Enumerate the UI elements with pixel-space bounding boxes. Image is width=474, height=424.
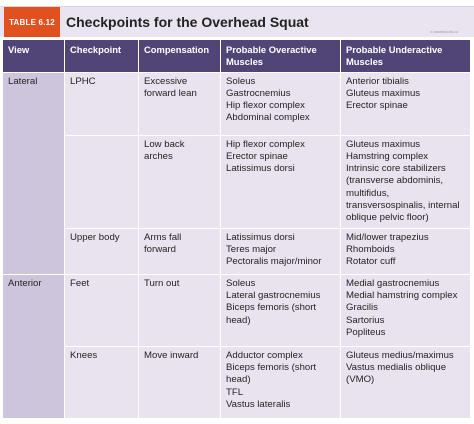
checkpoint-cell: Upper body bbox=[65, 228, 139, 274]
overactive-cell bbox=[221, 274, 341, 346]
muscle-entry: Hip flexor complex bbox=[226, 138, 305, 150]
muscle-entry: Erector spinae bbox=[346, 100, 408, 112]
muscle-entry: Intrinsic core stabilizers (transverse abdominis, multifidus, transversospinalis, internal oblique pelvic floor) bbox=[346, 163, 460, 224]
overactive-cell bbox=[221, 135, 341, 228]
muscle-entry: Abdominal complex bbox=[226, 112, 310, 124]
table-row bbox=[3, 135, 471, 228]
table-row bbox=[3, 72, 471, 135]
watermark: x.nasmbooks.io bbox=[430, 29, 458, 34]
muscle-entry: Biceps femoris (short head) bbox=[226, 361, 317, 386]
underactive-cell bbox=[341, 228, 471, 274]
column-header-underactive: Probable Underactive Muscles bbox=[341, 40, 471, 73]
muscle-entry: Lateral gastrocnemius bbox=[226, 289, 321, 301]
muscle-entry: Gluteus maximus bbox=[346, 138, 421, 150]
squat-checkpoints-table bbox=[2, 39, 471, 419]
muscle-entry: Soleus bbox=[226, 277, 256, 289]
muscle-entry: Medial gastrocnemius bbox=[346, 277, 440, 289]
muscle-entry: Hamstring complex bbox=[346, 150, 429, 162]
table-row bbox=[3, 274, 471, 346]
column-header-checkpoint: Checkpoint bbox=[65, 40, 139, 73]
muscle-entry: Rhomboids bbox=[346, 243, 395, 255]
muscle-entry: Vastus lateralis bbox=[226, 398, 291, 410]
compensation-cell: Low back arches bbox=[139, 135, 221, 228]
muscle-entry: Rotator cuff bbox=[346, 256, 396, 268]
view-cell: Anterior bbox=[3, 274, 65, 418]
muscle-entry: Hip flexor complex bbox=[226, 100, 305, 112]
underactive-cell bbox=[341, 274, 471, 346]
overactive-cell bbox=[221, 346, 341, 418]
table-row bbox=[3, 228, 471, 274]
header-row bbox=[3, 40, 471, 73]
muscle-entry: TFL bbox=[226, 386, 244, 398]
muscle-entry: Sartorius bbox=[346, 314, 385, 326]
muscle-entry: Anterior tibialis bbox=[346, 75, 409, 87]
muscle-entry: Popliteus bbox=[346, 326, 386, 338]
underactive-cell bbox=[341, 135, 471, 228]
muscle-entry: Soleus bbox=[226, 75, 256, 87]
overactive-cell bbox=[221, 72, 341, 135]
checkpoint-cell: LPHC bbox=[65, 72, 139, 135]
checkpoint-cell: Knees bbox=[65, 346, 139, 418]
muscle-entry: Biceps femoris (short head) bbox=[226, 302, 317, 326]
muscle-entry: Latissimus dorsi bbox=[226, 163, 295, 175]
table-row bbox=[3, 346, 471, 418]
compensation-cell: Turn out bbox=[139, 274, 221, 346]
muscle-entry: Latissimus dorsi bbox=[226, 231, 295, 243]
muscle-entry: Pectoralis major/minor bbox=[226, 256, 322, 268]
overactive-cell bbox=[221, 228, 341, 274]
table-number-tag: TABLE 6.12 bbox=[4, 7, 60, 37]
checkpoint-cell bbox=[65, 135, 139, 228]
view-cell: Lateral bbox=[3, 72, 65, 274]
muscle-entry: Gracilis bbox=[346, 302, 378, 314]
muscle-entry: Gluteus medius/maximus bbox=[346, 349, 454, 361]
compensation-cell: Excessive forward lean bbox=[139, 72, 221, 135]
muscle-entry: Erector spinae bbox=[226, 150, 288, 162]
compensation-cell: Move inward bbox=[139, 346, 221, 418]
muscle-entry: Vastus medialis oblique (VMO) bbox=[346, 361, 447, 386]
table-title-bar bbox=[0, 6, 474, 37]
underactive-cell bbox=[341, 346, 471, 418]
checkpoint-cell: Feet bbox=[65, 274, 139, 346]
column-header-view: View bbox=[3, 40, 65, 73]
column-header-compensation: Compensation bbox=[139, 40, 221, 73]
muscle-entry: Gastrocnemius bbox=[226, 87, 291, 99]
muscle-entry: Gluteus maximus bbox=[346, 87, 421, 99]
compensation-cell: Arms fall forward bbox=[139, 228, 221, 274]
muscle-entry: Medial hamstring complex bbox=[346, 289, 458, 301]
table-title: Checkpoints for the Overhead Squat bbox=[66, 14, 309, 30]
muscle-entry: Teres major bbox=[226, 243, 277, 255]
column-header-overactive: Probable Overactive Muscles bbox=[221, 40, 341, 73]
underactive-cell bbox=[341, 72, 471, 135]
muscle-entry: Mid/lower trapezius bbox=[346, 231, 429, 243]
muscle-entry: Adductor complex bbox=[226, 349, 303, 361]
